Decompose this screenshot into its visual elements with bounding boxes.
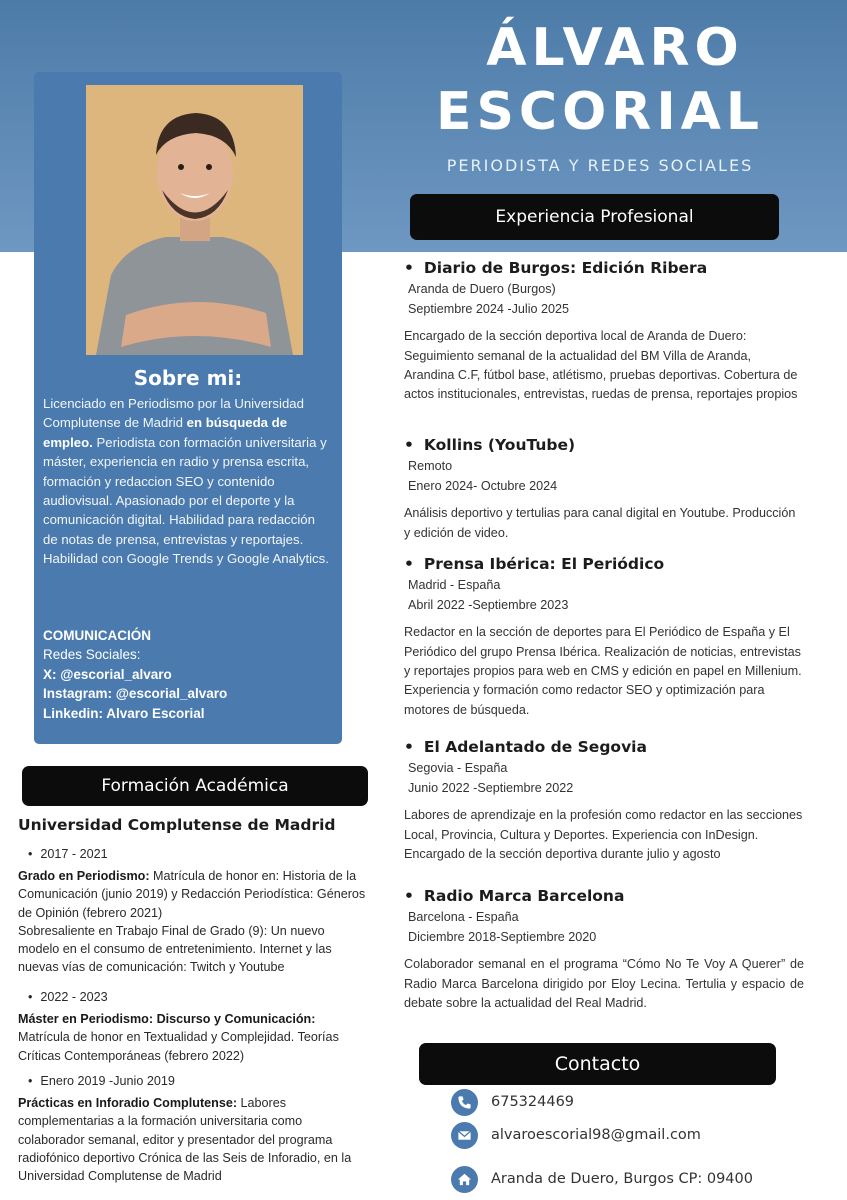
experience-heading: Experiencia Profesional [410,194,779,240]
education-heading: Formación Académica [22,766,368,806]
linkedin-handle[interactable]: Linkedin: Alvaro Escorial [43,705,205,721]
x-handle[interactable]: X: @escorial_alvaro [43,666,172,682]
profile-photo [86,85,303,355]
phone-icon [451,1089,478,1116]
name-last: ESCORIAL [435,82,765,142]
about-highlight: en búsqueda de empleo. [43,415,288,450]
about-title: Sobre mi: [133,366,243,390]
contact-phone[interactable] [451,1087,574,1117]
education-item: • 2022 - 2023 Máster en Periodismo: Discurso y Comunicación: Matrícula de honor en Textualidad y Complejidad. Teorías Críticas Contemporáneas (febrero 2022) [18,990,339,1063]
experience-item: • Prensa Ibérica: El Periódico Madrid - España Abril 2022 -Septiembre 2023 Redactor en la sección de deportes para El Periódico de España y El Periódico del grupo Prensa Ibérica. Realización de noticias, entrevistas y reportajes propios para web en CMS y edición en papel en Millenium. Experiencia y formación como redactor SEO y optimización para motores de búsqueda. [404,555,802,717]
comm-title: COMUNICACIÓN [43,628,151,643]
email-address: alvaroescorial98@gmail.com [491,1127,701,1143]
experience-item: • El Adelantado de Segovia Segovia - España Junio 2022 -Septiembre 2022 Labores de aprendizaje en la profesión como redactor en las secciones Local, Provincia, Cultura y Deportes. Experiencia con InDesign. Encargado de la sección deportiva durante julio y agosto [404,738,803,862]
university-name: Universidad Complutense de Madrid [18,816,336,834]
contact-email[interactable] [451,1120,701,1150]
home-icon [451,1166,478,1193]
education-item: • Enero 2019 -Junio 2019 Prácticas en Inforadio Complutense: Labores complementarias a la formación universitaria como colaborador semanal, editor y presentador del programa radiofónico deportivo Crónica de las Seis de Inforadio, en la Universidad Complutense de Madrid [18,1074,352,1184]
portrait-illustration [86,85,303,355]
experience-item: • Diario de Burgos: Edición Ribera Aranda de Duero (Burgos) Septiembre 2024 -Julio 2025 Encargado de la sección deportiva local de Aranda de Duero: Seguimiento semanal de la actualidad del BM Villa de Aranda, Arandina C.F, fútbol base, atlétismo, pruebas deportivas. Cobertura de actos institucionales, entrevistas, ruedas de prensa, reportajes propios [404,259,798,402]
phone-number: 675324469 [491,1094,575,1110]
name-first: ÁLVARO [486,18,744,78]
social-block [43,626,333,723]
instagram-handle[interactable]: Instagram: @escorial_alvaro [43,686,228,702]
experience-item: • Radio Marca Barcelona Barcelona - España Diciembre 2018-Septiembre 2020 Colaborador semanal en el programa “Cómo No Te Voy A Querer” de Radio Marca Barcelona dirigido por Eloy Lecina. Tertulia y espacio de debate sobre la actualidad del Real Madrid. [404,887,804,1011]
postal-address: Aranda de Duero, Burgos CP: 09400 [491,1171,753,1187]
experience-item: • Kollins (YouTube) Remoto Enero 2024- Octubre 2024 Análisis deportivo y tertulias para canal digital en Youtube. Producción y edición de video. [404,436,796,540]
about-text: Licenciado en Periodismo por la Universidad Complutense de Madrid en búsqueda de empleo. Periodista con formación universitaria y máster, experiencia en radio y prensa escrita, formación y redaccion SEO y contenido audiovisual. Apasionado por el deporte y la comunicación digital. Habilidad para redacción de notas de prensa, entrevistas y reportajes. Habilidad con Google Trends y Google Analytics. [43,396,329,567]
job-subtitle: PERIODISTA Y REDES SOCIALES [446,156,754,175]
education-item: • 2017 - 2021 Grado en Periodismo: Matrícula de honor en: Historia de la Comunicación (junio 2019) y Redacción Periodística: Géneros de Opinión (febrero 2021) Sobresaliente en Trabajo Final de Grado (9): Un nuevo modelo en el consumo de entretenimiento. Internet y las nuevas vías de comunicación: Twitch y Youtube [18,847,366,975]
mail-icon [451,1122,478,1149]
social-label: Redes Sociales: [43,647,141,663]
contact-heading: Contacto [419,1043,776,1085]
contact-address[interactable] [451,1164,753,1194]
profile-sidebar [34,72,342,744]
